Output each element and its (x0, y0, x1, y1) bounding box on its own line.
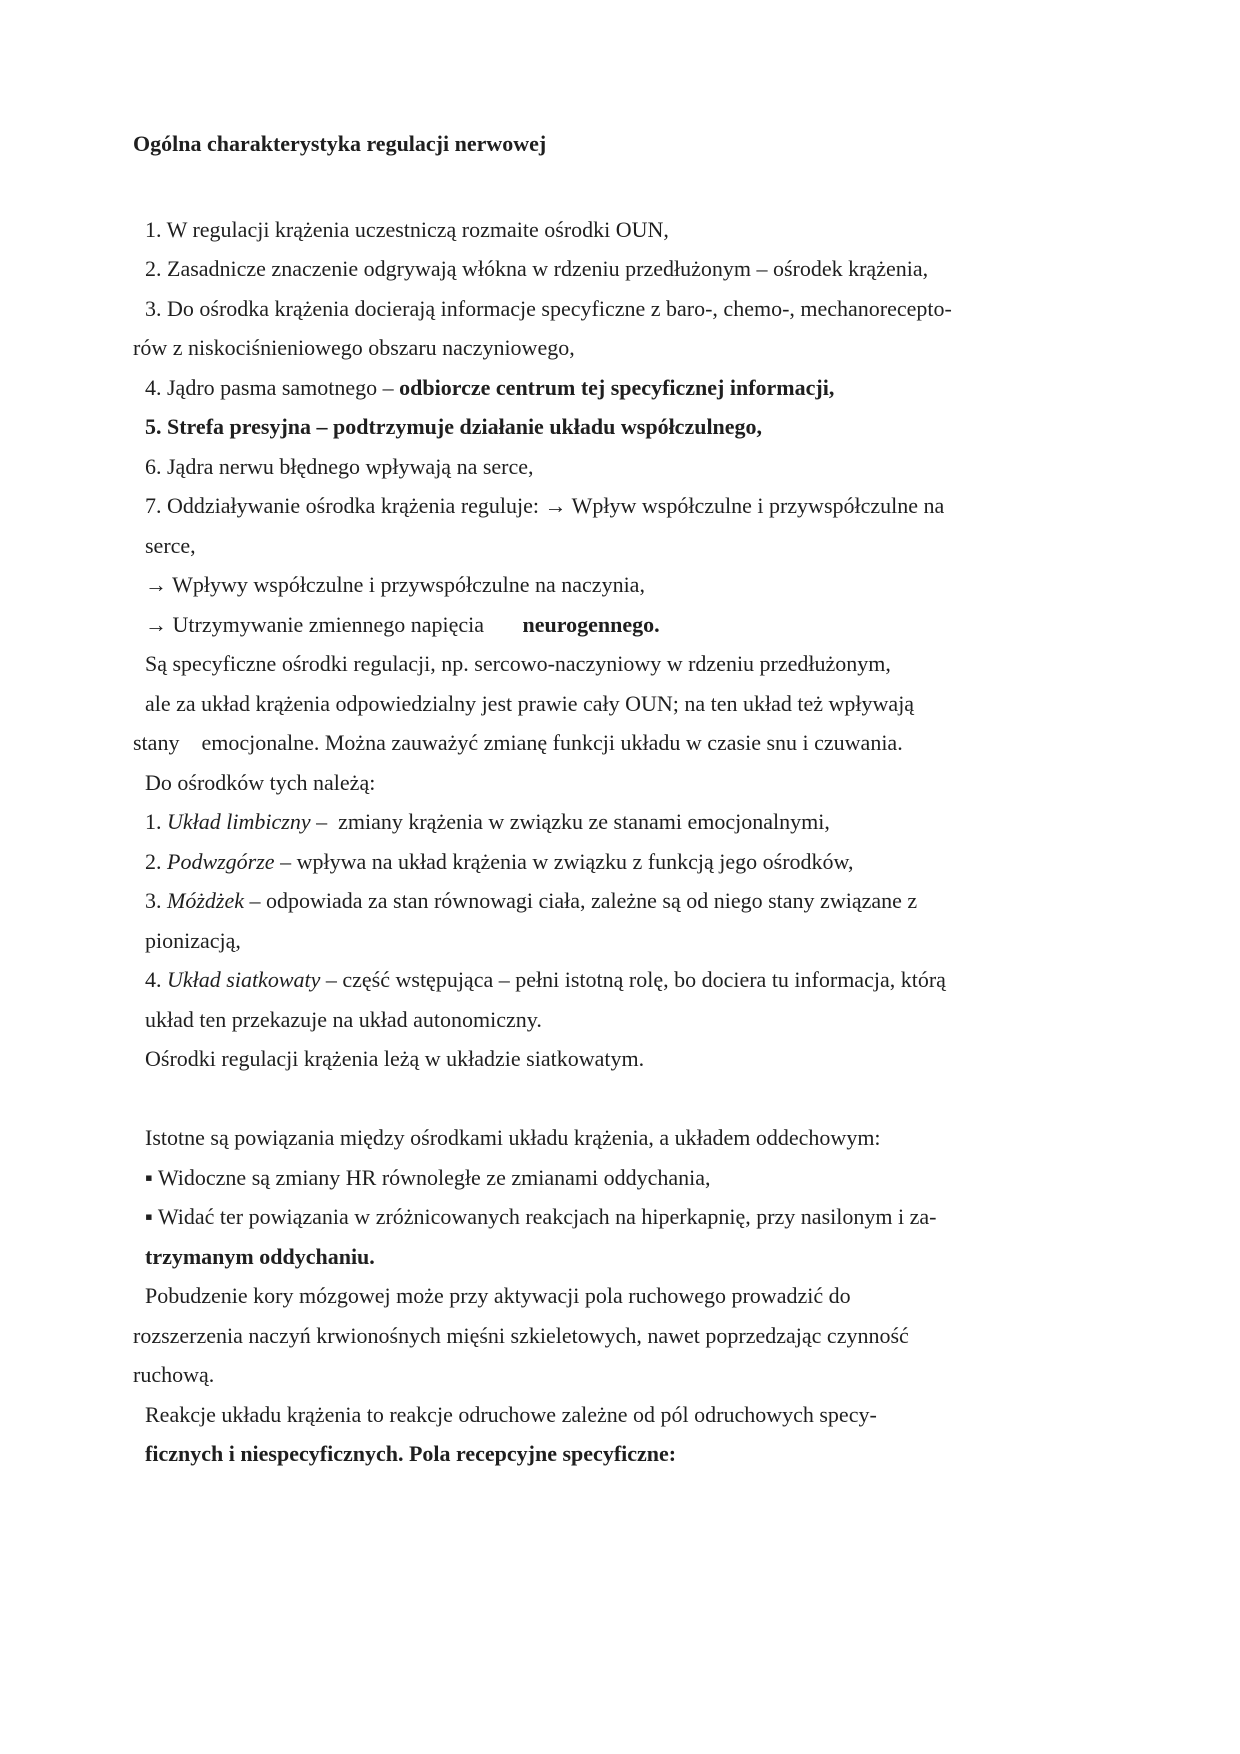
text-line (133, 289, 1180, 329)
text-line (133, 565, 1180, 605)
text-segment: – część wstępująca – pełni istotną rolę, bo dociera tu informacja, którą (320, 967, 946, 992)
text-line (133, 921, 1180, 961)
text-segment: ficznych i niespecyficznych. Pola recepcyjne specyficzne: (145, 1441, 677, 1466)
text-line (133, 605, 1180, 645)
text-line (133, 723, 1180, 763)
text-segment: Układ limbiczny (167, 809, 311, 834)
text-line (133, 368, 1180, 408)
text-segment: stany emocjonalne. Można zauważyć zmianę funkcji układu w czasie snu i czuwania. (133, 730, 903, 755)
text-segment: neurogennego. (522, 611, 660, 637)
text-segment: – odpowiada za stan równowagi ciała, zależne są od niego stany związane z (243, 888, 918, 913)
text-line (133, 328, 1180, 368)
text-line (133, 526, 1180, 566)
text-line (133, 1395, 1180, 1435)
text-line (133, 802, 1180, 842)
text-segment: 2. (145, 848, 167, 874)
text-line (133, 210, 1180, 250)
text-line (133, 842, 1180, 882)
text-segment: ruchową. (133, 1362, 215, 1387)
text-segment: – zmiany krążenia w związku ze stanami emocjonalnymi, (310, 809, 830, 834)
text-segment: pionizacją, (145, 927, 241, 953)
text-segment: Podwzgórze (167, 848, 275, 874)
text-segment: ▪ Widać ter powiązania w zróżnicowanych reakcjach na hiperkapnię, przy nasilonym i za- (145, 1204, 937, 1229)
text-segment: odbiorcze centrum tej specyficznej informacji, (399, 374, 835, 400)
text-line (133, 763, 1180, 803)
text-segment: 7. Oddziaływanie ośrodka krążenia reguluje: → Wpływ współczulne i przywspółczulne na (145, 493, 945, 518)
text-segment: trzymanym oddychaniu. (145, 1243, 375, 1269)
text-segment: 1. (145, 809, 167, 834)
text-segment: Układ siatkowaty (167, 967, 321, 992)
text-line (133, 249, 1180, 289)
text-segment: rów z niskociśnieniowego obszaru naczyniowego, (133, 335, 575, 360)
text-segment: 2. Zasadnicze znaczenie odgrywają włókna w rdzeniu przedłużonym – ośrodek krążenia, (145, 256, 929, 281)
text-segment: – wpływa na układ krążenia w związku z funkcją jego ośrodków, (274, 848, 854, 874)
text-line (133, 1276, 1180, 1316)
text-segment: Pobudzenie kory mózgowej może przy aktywacji pola ruchowego prowadzić do (145, 1283, 851, 1308)
text-line (133, 1434, 1180, 1474)
text-line (133, 644, 1180, 684)
text-segment: 4. Jądro pasma samotnego – (145, 374, 400, 400)
text-line (133, 1158, 1180, 1198)
text-segment: 6. Jądra nerwu błędnego wpływają na serce, (145, 453, 534, 479)
text-line (133, 486, 1180, 526)
text-segment: układ ten przekazuje na układ autonomiczny. (145, 1006, 542, 1032)
text-line (133, 1039, 1180, 1079)
text-segment: Istotne są powiązania między ośrodkami układu krążenia, a układem oddechowym: (145, 1125, 881, 1150)
text-line (133, 684, 1180, 724)
text-segment: Reakcje układu krążenia to reakcje odruchowe zależne od pól odruchowych specy- (145, 1401, 877, 1427)
text-segment: Są specyficzne ośrodki regulacji, np. sercowo-naczyniowy w rdzeniu przedłużonym, (145, 651, 891, 676)
text-segment: → Wpływy współczulne i przywspółczulne na naczynia, (145, 572, 645, 597)
text-line (133, 1197, 1180, 1237)
text-line (133, 881, 1180, 921)
text-segment: serce, (145, 532, 196, 558)
text-segment: 4. (145, 967, 167, 992)
text-segment: Do ośrodków tych należą: (145, 769, 376, 795)
text-line (133, 1118, 1180, 1158)
text-segment: 1. W regulacji krążenia uczestniczą rozmaite ośrodki OUN, (145, 216, 669, 242)
text-line (133, 1000, 1180, 1040)
text-segment: → Utrzymywanie zmiennego napięcia (145, 611, 523, 637)
text-segment: 3. (145, 888, 167, 913)
document-body (133, 210, 1180, 1474)
text-segment: rozszerzenia naczyń krwionośnych mięśni szkieletowych, nawet poprzedzając czynność (133, 1322, 909, 1348)
text-line (133, 1355, 1180, 1395)
document-title: Ogólna charakterystyka regulacji nerwowej (133, 131, 547, 156)
text-segment: Móżdżek (167, 888, 244, 913)
text-segment: Ośrodki regulacji krążenia leżą w układzie siatkowatym. (145, 1046, 645, 1071)
text-segment: ▪ Widoczne są zmiany HR równoległe ze zmianami oddychania, (145, 1164, 711, 1190)
text-segment: 5. Strefa presyjna – podtrzymuje działanie układu współczulnego, (145, 414, 763, 439)
text-line (133, 1316, 1180, 1356)
text-line (133, 407, 1180, 447)
text-segment: 3. Do ośrodka krążenia docierają informacje specyficzne z baro-, chemo-, mechanorecepto- (145, 295, 952, 321)
text-line (133, 960, 1180, 1000)
text-line (133, 1237, 1180, 1277)
text-line (133, 447, 1180, 487)
text-segment: ale za układ krążenia odpowiedzialny jest prawie cały OUN; na ten układ też wpływają (145, 690, 915, 716)
